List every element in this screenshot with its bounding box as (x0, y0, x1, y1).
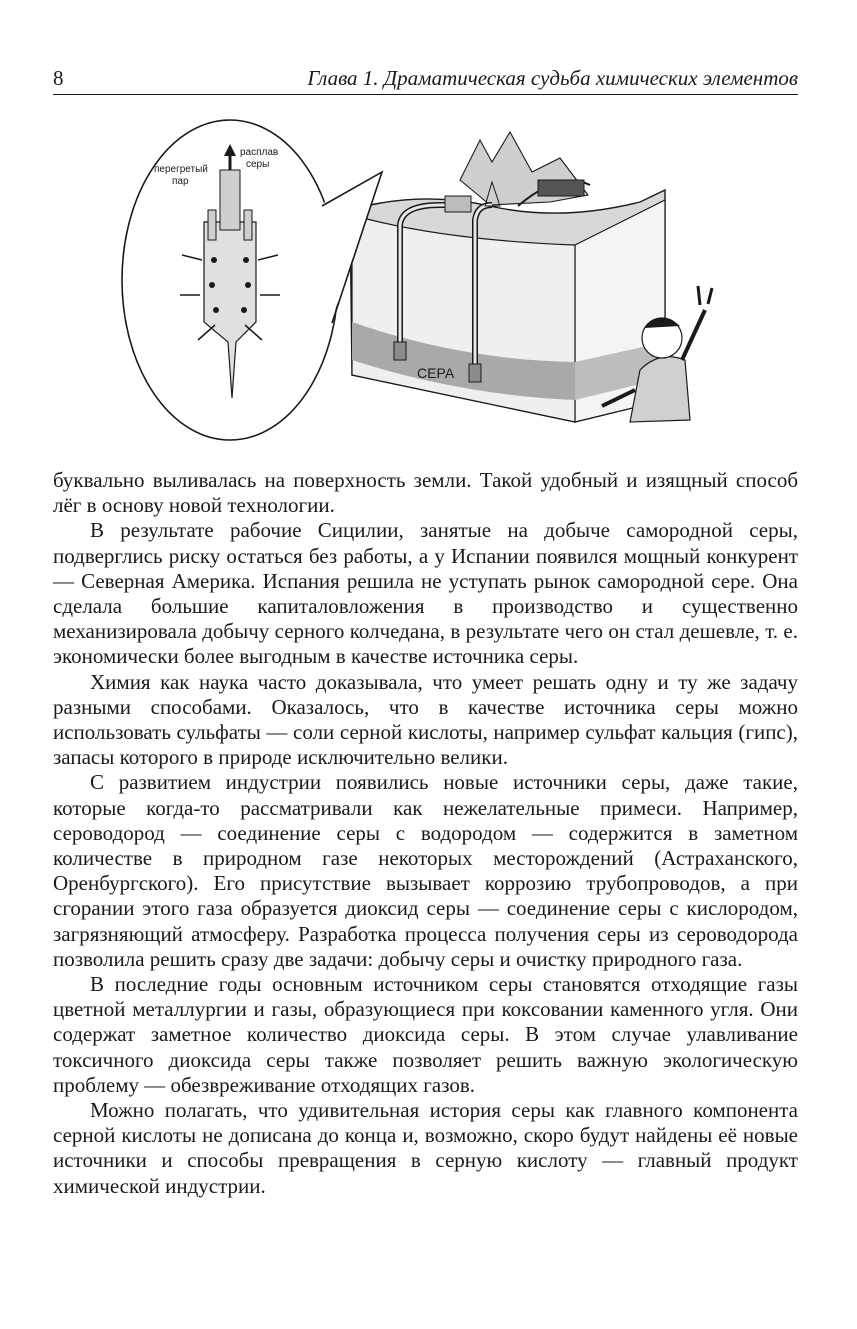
paragraph: Химия как наука часто доказывала, что умеет решать одну и ту же задачу разными способами. Оказалось, что в качестве источника серы можно использовать сульфаты — соли серной кислоты, например сульфат кальция (гипс), запасы которого в природе исключительно велики. (53, 669, 798, 770)
label-steam-line1: перегретый (154, 164, 208, 175)
running-header (53, 62, 798, 95)
paragraph: С развитием индустрии появились новые источники серы, даже такие, которые когда-то рассматривали как нежелательные примеси. Например, сероводород — соединение серы с водородом — содержится в заметном количестве в природном газе некоторых месторождений (Астраханского, Оренбургского). Его присутствие вызывает коррозию трубопроводов, а при сгорании этого газа образуется диоксид серы — соединение серы с кислородом, загрязняющий атмосферу. Разработка процесса получения серы из сероводорода позволила решить сразу две задачи: добычу серы и очистку природного газа. (53, 770, 798, 971)
frasch-process-illustration (120, 110, 720, 450)
body-text (53, 468, 798, 1199)
paragraph: В последние годы основным источником серы становятся отходящие газы цветной металлургии и газы, образующиеся при коксовании каменного угля. Они содержат заметное количество диоксида серы. В этом случае улавливание токсичного диоксида серы также позволяет решить важную экологическую проблему — обезвреживание отходящих газов. (53, 972, 798, 1097)
paragraph: В результате рабочие Сицилии, занятые на добыче самородной серы, подверглись риску остаться без работы, а у Испании появился мощный конкурент — Северная Америка. Испания решила не уступать рынок самородной сере. Она сделала большие капиталовложения в производство и существенно механизировала добычу серного колчедана, в результате чего он стал дешевле, т. е. экономически более выгодным в качестве источника серы. (53, 518, 798, 669)
label-melt-line2: серы (246, 159, 270, 170)
page-number: 8 (53, 66, 64, 90)
paragraph: Можно полагать, что удивительная история серы как главного компонента серной кислоты не дописана до конца и, возможно, скоро будут найдены её новые источники и способы превращения в серную кислоту — главный продукт химической индустрии. (53, 1098, 798, 1198)
label-steam-line2: пар (172, 176, 189, 187)
paragraph: буквально выливалась на поверхность земли. Такой удобный и изящный способ лёг в основу новой технологии. (53, 468, 798, 518)
label-melt-line1: расплав (240, 147, 279, 158)
sulfur-label: СЕРА (417, 365, 455, 381)
chapter-title: Глава 1. Драматическая судьба химических элементов (307, 66, 798, 90)
